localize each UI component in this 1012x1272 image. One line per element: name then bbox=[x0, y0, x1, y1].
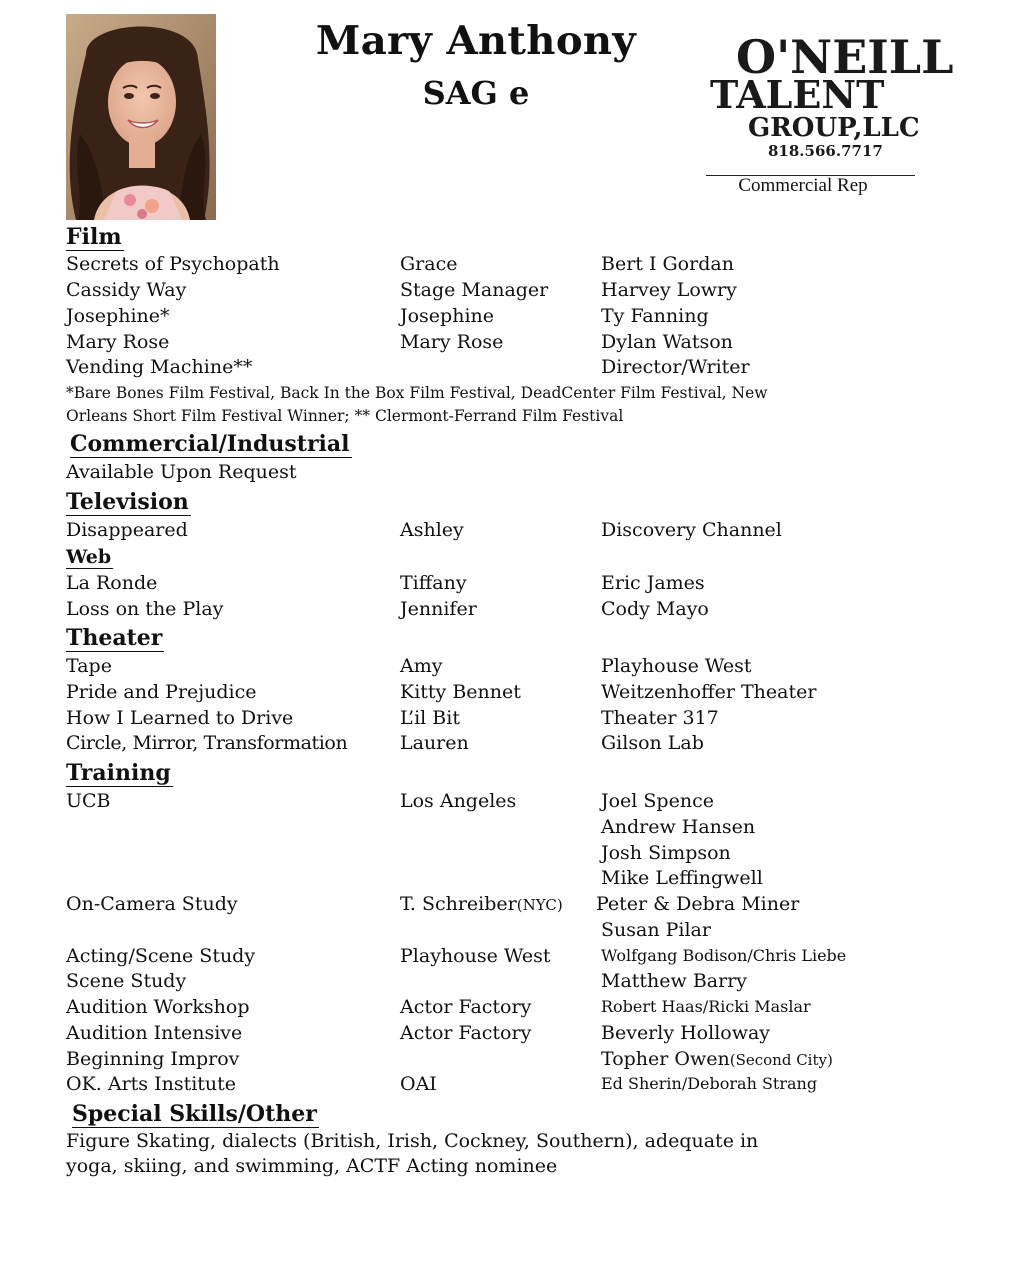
training-class: Scene Study bbox=[66, 970, 187, 992]
training-school: OAI bbox=[400, 1073, 437, 1095]
training-teacher: Josh Simpson bbox=[601, 842, 731, 864]
credit-director: Harvey Lowry bbox=[601, 279, 737, 301]
training-teacher-note: (NYC) bbox=[516, 896, 563, 914]
television-row bbox=[0, 517, 1012, 543]
training-class: OK. Arts Institute bbox=[66, 1073, 237, 1095]
credit-venue: Gilson Lab bbox=[601, 732, 704, 754]
credit-title: Circle, Mirror, Transformation bbox=[66, 732, 348, 754]
credit-network: Discovery Channel bbox=[601, 519, 782, 541]
training-class: Acting/Scene Study bbox=[66, 945, 256, 967]
credit-role: Amy bbox=[400, 655, 443, 677]
credit-title: Disappeared bbox=[66, 519, 188, 541]
credit-director: Ty Fanning bbox=[601, 305, 709, 327]
training-row bbox=[0, 891, 1012, 917]
training-teacher: Mike Leffingwell bbox=[601, 867, 763, 889]
logo-line-2: TALENT bbox=[710, 72, 885, 117]
theater-row bbox=[0, 730, 1012, 756]
training-class: On-Camera Study bbox=[66, 893, 238, 915]
training-teacher bbox=[400, 891, 563, 918]
film-row bbox=[0, 277, 1012, 303]
credit-title: Vending Machine** bbox=[66, 356, 253, 378]
film-row bbox=[0, 354, 1012, 380]
logo-phone: 818.566.7717 bbox=[768, 142, 883, 160]
training-row bbox=[0, 943, 1012, 969]
training-coach: Susan Pilar bbox=[601, 919, 711, 941]
commercial-row bbox=[0, 459, 1012, 485]
film-festival-note-line-2: Orleans Short Film Festival Winner; ** Clermont-Ferrand Film Festival bbox=[66, 407, 624, 425]
commercial-rep-label: Commercial Rep bbox=[738, 175, 868, 196]
training-row bbox=[0, 1071, 1012, 1097]
credit-role: Jennifer bbox=[400, 598, 477, 620]
web-heading: Web bbox=[66, 546, 112, 568]
training-heading: Training bbox=[66, 760, 171, 786]
credit-role: Tiffany bbox=[400, 572, 467, 594]
training-school: Playhouse West bbox=[400, 945, 551, 967]
film-row bbox=[0, 251, 1012, 277]
credit-title: Pride and Prejudice bbox=[66, 681, 257, 703]
web-row bbox=[0, 570, 1012, 596]
training-teacher: Joel Spence bbox=[601, 790, 714, 812]
credit-title: Mary Rose bbox=[66, 331, 170, 353]
film-row bbox=[0, 303, 1012, 329]
training-row bbox=[0, 865, 1012, 891]
headshot-image bbox=[66, 14, 216, 220]
credit-title: Secrets of Psychopath bbox=[66, 253, 280, 275]
credit-title: How I Learned to Drive bbox=[66, 707, 294, 729]
credit-role: Lauren bbox=[400, 732, 469, 754]
training-teacher-note: (Second City) bbox=[729, 1051, 833, 1069]
credit-role: Josephine bbox=[400, 305, 495, 327]
credit-role: Stage Manager bbox=[400, 279, 549, 301]
credit-role: L’il Bit bbox=[400, 707, 460, 729]
film-heading: Film bbox=[66, 224, 122, 250]
training-school: Actor Factory bbox=[400, 1022, 532, 1044]
training-teacher-name: T. Schreiber bbox=[400, 893, 517, 915]
theater-row bbox=[0, 679, 1012, 705]
training-row bbox=[0, 1046, 1012, 1072]
credit-role: Ashley bbox=[400, 519, 464, 541]
headshot-photo bbox=[66, 14, 216, 220]
training-class: Audition Workshop bbox=[66, 996, 250, 1018]
training-teacher bbox=[601, 1046, 833, 1073]
training-row bbox=[0, 840, 1012, 866]
credit-title: Loss on the Play bbox=[66, 598, 224, 620]
training-coach: Peter & Debra Miner bbox=[596, 893, 800, 915]
credit-title: Josephine* bbox=[66, 305, 170, 327]
training-school: UCB bbox=[66, 790, 111, 812]
special-skills-heading: Special Skills/Other bbox=[72, 1101, 317, 1127]
television-heading: Television bbox=[66, 489, 189, 515]
commercial-heading: Commercial/Industrial bbox=[70, 431, 350, 457]
training-row bbox=[0, 994, 1012, 1020]
credit-director: Bert I Gordan bbox=[601, 253, 734, 275]
logo-line-1: O'NEILL bbox=[736, 30, 954, 84]
credit-director: Dylan Watson bbox=[601, 331, 733, 353]
actor-name: Mary Anthony bbox=[315, 18, 637, 64]
special-skills-line-1: Figure Skating, dialects (British, Irish, Cockney, Southern), adequate in bbox=[66, 1130, 759, 1152]
training-teacher-name: Topher Owen bbox=[601, 1048, 730, 1070]
training-teacher: Andrew Hansen bbox=[601, 816, 756, 838]
film-row bbox=[0, 329, 1012, 355]
training-row bbox=[0, 814, 1012, 840]
training-location: Los Angeles bbox=[400, 790, 517, 812]
training-teacher: Wolfgang Bodison/Chris Liebe bbox=[601, 946, 847, 965]
theater-heading: Theater bbox=[66, 625, 163, 651]
training-row bbox=[0, 788, 1012, 814]
training-teacher: Ed Sherin/Deborah Strang bbox=[601, 1074, 818, 1093]
credit-director: Eric James bbox=[601, 572, 705, 594]
special-skills-line-2: yoga, skiing, and swimming, ACTF Acting nominee bbox=[66, 1155, 558, 1177]
credit-title: La Ronde bbox=[66, 572, 158, 594]
credit-title: Tape bbox=[66, 655, 112, 677]
training-class: Beginning Improv bbox=[66, 1048, 240, 1070]
training-teacher: Beverly Holloway bbox=[601, 1022, 771, 1044]
training-school: Actor Factory bbox=[400, 996, 532, 1018]
credit-venue: Theater 317 bbox=[601, 707, 719, 729]
credit-title: Cassidy Way bbox=[66, 279, 187, 301]
credit-director: Cody Mayo bbox=[601, 598, 709, 620]
training-teacher: Matthew Barry bbox=[601, 970, 748, 992]
web-row bbox=[0, 596, 1012, 622]
training-teacher: Robert Haas/Ricki Maslar bbox=[601, 997, 811, 1016]
training-class: Audition Intensive bbox=[66, 1022, 243, 1044]
credit-venue: Playhouse West bbox=[601, 655, 752, 677]
credit-venue: Weitzenhoffer Theater bbox=[601, 681, 817, 703]
theater-row bbox=[0, 653, 1012, 679]
logo-line-3: GROUP,LLC bbox=[748, 113, 920, 143]
agency-logo bbox=[706, 26, 954, 162]
training-row bbox=[0, 968, 1012, 994]
film-festival-note-line-1: *Bare Bones Film Festival, Back In the Box Film Festival, DeadCenter Film Festival, New bbox=[66, 384, 768, 402]
credit-role: Mary Rose bbox=[400, 331, 504, 353]
theater-row bbox=[0, 705, 1012, 731]
credit-role: Kitty Bennet bbox=[400, 681, 521, 703]
training-row bbox=[0, 1020, 1012, 1046]
union-status: SAG e bbox=[422, 74, 530, 112]
credit-role: Grace bbox=[400, 253, 458, 275]
credit-director: Director/Writer bbox=[601, 356, 750, 378]
commercial-text: Available Upon Request bbox=[66, 461, 297, 483]
training-row bbox=[0, 917, 1012, 943]
